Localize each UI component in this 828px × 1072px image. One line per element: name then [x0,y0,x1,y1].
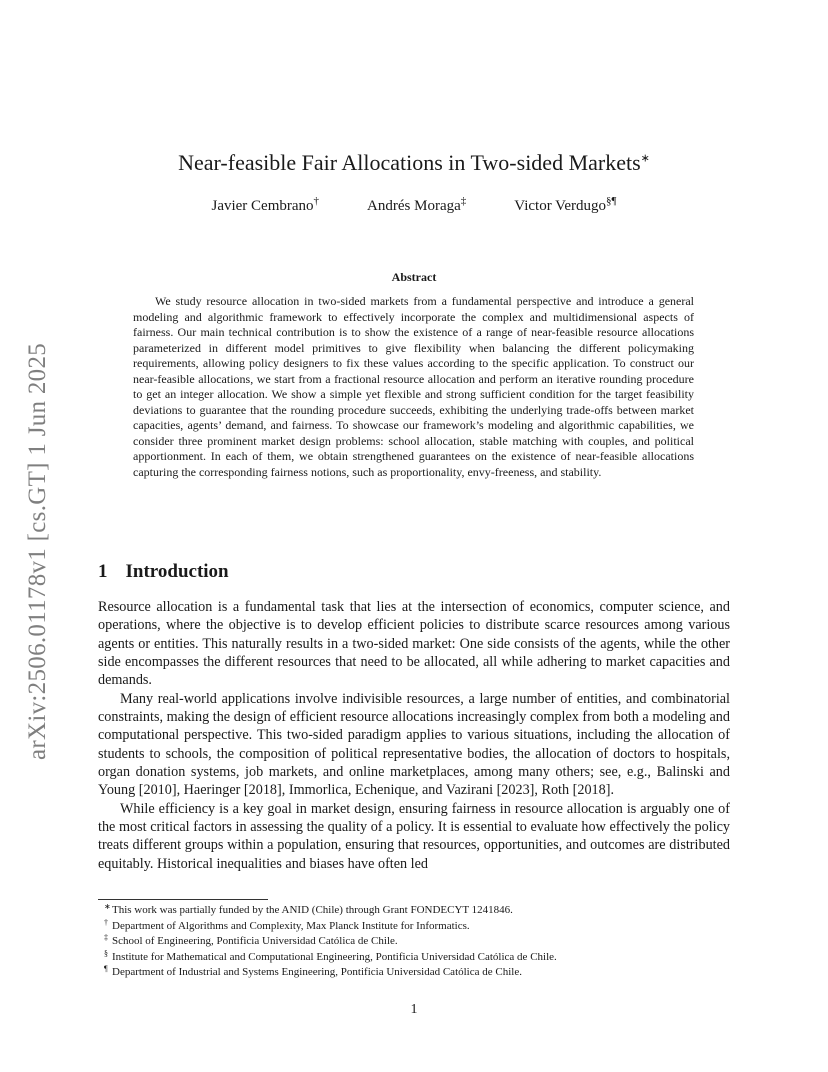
author-name: Andrés Moraga [367,198,461,214]
footnote [104,917,732,935]
author-footnote-mark: ‡ [460,195,467,207]
footnote-mark: ¶ [104,964,108,973]
title-footnote-mark: ∗ [640,152,650,165]
author [514,195,617,215]
footnote [104,948,732,966]
section-heading [98,561,229,583]
footnote-text: Department of Industrial and Systems Engineering, Pontificia Universidad Católica de Chile. [112,966,522,978]
introduction-body [98,598,730,873]
author-name: Javier Cembrano [211,198,314,214]
arxiv-identifier: arXiv:2506.01178v1 [cs.GT] 1 Jun 2025 [24,342,51,760]
footnote-text: Department of Algorithms and Complexity, Max Planck Institute for Informatics. [112,919,470,932]
footnote-divider [98,899,268,900]
section-number: 1 [98,561,108,582]
footnote [104,964,732,981]
paragraph: Resource allocation is a fundamental task that lies at the intersection of economics, computer science, and operations, where the objective is to develop efficient policies to distribute scarce resources among various agents or entities. This naturally results in a two-sided market: One side consists of the agents, while the other side encompasses the different resources that need to be allocated, all while adhering to market capacities and demands. [98,599,730,689]
footnote-mark: ∗ [104,902,111,911]
author [367,195,467,215]
paper-title [0,150,828,176]
author-list [0,195,828,215]
author-footnote-mark: † [313,195,320,207]
paragraph: Many real-world applications involve indivisible resources, a large number of entities, and combinatorial constraints, making the design of efficient resource allocations increasingly complex from both a modeling and computational perspective. This two-sided paradigm applies to various situations, including the allocation of students to schools, the composition of political representative bodies, the allocation of doctors to hospitals, organ donation systems, job markets, and online marketplaces, among many others; see, e.g., Balinski and Young [2010], Haeringer [2018], Immorlica, Echenique, and Vazirani [2023], Roth [2018]. [98,690,730,799]
footnote-mark: § [104,948,108,958]
footnote-text: This work was partially funded by the ANID (Chile) through Grant FONDECYT 1241846. [112,904,513,916]
footnote-text: School of Engineering, Pontificia Universidad Católica de Chile. [112,935,398,947]
footnote-mark: ‡ [104,933,108,942]
footnote-text: Institute for Mathematical and Computational Engineering, Pontificia Universidad Católica de Chile. [112,950,557,963]
abstract-text: We study resource allocation in two-sided markets from a fundamental perspective and introduce a general modeling and algorithmic framework to effectively incorporate the complex and multidimensional aspects of fairness. Our main technical contribution is to show the existence of a range of near-feasible resource allocations parameterized in different model primitives to give flexibility when balancing the different policymaking requirements, allowing policy designers to fix these values according to the specific application. To construct our near-feasible allocations, we start from a fractional resource allocation and perform an iterative rounding procedure to get an integer allocation. We show a simple yet flexible and strong sufficient condition for the target feasibility deviations to guarantee that the rounding procedure succeeds, exhibiting the underlying trade-offs between market capacities, agents’ demand, and fairness. To showcase our framework’s modeling and algorithmic capabilities, we consider three prominent market design problems: school allocation, stable matching with couples, and political apportionment. In each of them, we obtain strengthened guarantees on the existence of near-feasible allocations capturing the corresponding fairness notions, such as proportionality, envy-freeness, and stability. [133,294,694,480]
author-name: Victor Verdugo [514,198,607,214]
author-footnote-mark: §¶ [606,195,617,207]
paper-title-text: Near-feasible Fair Allocations in Two-sided Markets [178,150,641,175]
footnote [104,902,732,919]
footnotes [104,902,732,981]
abstract-heading: Abstract [391,270,437,284]
footnote-mark: † [104,917,108,927]
footnote [104,933,732,950]
author [211,195,320,215]
paragraph: While efficiency is a key goal in market design, ensuring fairness in resource allocation is arguably one of the most critical factors in assessing the quality of a policy. It is essential to evaluate how effectively the policy treats different groups within a population, ensuring that resources, opportunities, and outcomes are distributed equitably. Historical inequalities and biases have often led [98,800,730,872]
section-title: Introduction [125,561,229,582]
page-number: 1 [410,1002,418,1017]
